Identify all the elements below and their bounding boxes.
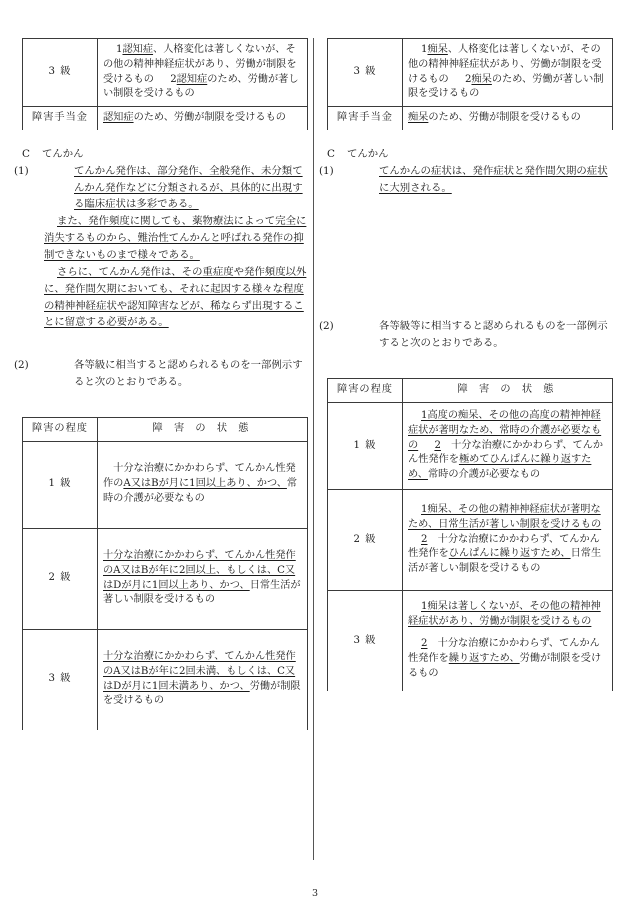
- list-item: [408, 534, 601, 575]
- revised-text: 十分な治療にかかわらず、てんかん性発作のA又はBが年に2回以上、もしくは、C又はDが月に1回以上あり、かつ、: [103, 550, 296, 591]
- grade-cell: 3 級: [23, 39, 98, 107]
- grade-cell: 3 級: [328, 39, 403, 107]
- item-text-post: 労働が制限を受けるもの: [103, 680, 301, 707]
- revised-text: 繰り返すため、: [448, 652, 520, 664]
- item-text-pre: 十分な治療にかかわらず、てんかん性発作を: [408, 439, 604, 466]
- grade-cell: 障害手当金: [23, 107, 98, 130]
- item-number: 1: [421, 503, 428, 515]
- item-text: のため、労働が著しい制限を受けるもの: [408, 73, 604, 100]
- column-header-grade: 障害の程度: [328, 379, 403, 403]
- revised-text: 極めてひんぱんに繰り返すため、: [408, 454, 592, 481]
- item-text-pre: 十分な治療にかかわらず、てんかん性発作を: [408, 638, 600, 664]
- section-title: てんかん: [42, 147, 84, 160]
- state-cell: [403, 590, 613, 691]
- paragraph-label: (2): [319, 320, 334, 333]
- item-number: 2: [421, 533, 428, 545]
- column-divider: [313, 38, 314, 860]
- item-number: 2: [465, 73, 472, 85]
- table-row: [328, 402, 613, 489]
- right-top-table: [327, 38, 613, 130]
- right-section-c: [319, 146, 617, 352]
- revised-term: 痴呆: [471, 73, 492, 85]
- grade-cell: 障害手当金: [328, 107, 403, 130]
- revised-term: 認知症: [122, 44, 154, 55]
- section-marker: C: [22, 147, 30, 160]
- paragraph-body: [14, 163, 312, 214]
- paragraph-body: [14, 357, 312, 391]
- table-row: [23, 629, 308, 730]
- paragraph-text: てんかん発作は、部分発作、全般発作、未分類てんかん発作などに分類されるが、具体的に出現する臨床症状は多彩である。: [74, 164, 303, 211]
- section-heading: [327, 146, 617, 163]
- paragraph-continuation: [44, 213, 312, 264]
- table-row: [23, 39, 308, 107]
- state-cell: [403, 402, 613, 489]
- revised-text: 十分な治療にかかわらず、てんかん性発作のA又はBが年に2回未満、もしくは、C又はDが月に1回未満あり、かつ、: [103, 651, 296, 692]
- grade-cell: 2 級: [23, 528, 98, 629]
- table-header-row: [23, 417, 308, 441]
- section-title: てんかん: [347, 147, 389, 160]
- grade-cell: 1 級: [328, 402, 403, 489]
- state-cell: [403, 39, 613, 107]
- item-text-pre: 十分な治療にかかわらず、てんかん性発作の: [103, 463, 296, 490]
- item-number: 1: [421, 409, 428, 421]
- item-number: 2: [421, 638, 428, 650]
- grade-cell: 2 級: [328, 489, 403, 590]
- revised-term: 痴呆: [408, 112, 429, 124]
- grade-cell: 1 級: [23, 441, 98, 528]
- item-number: 1: [116, 44, 123, 55]
- revised-text: A又はBが月に1回以上あり、かつ、: [123, 478, 287, 490]
- item-text-post: 常時の介護が必要なもの: [103, 478, 298, 505]
- paragraph-continuation: [44, 264, 312, 331]
- revised-text: ひんぱんに繰り返すため、: [448, 548, 571, 560]
- paragraph-body: [319, 163, 617, 197]
- revised-term: 痴呆: [427, 44, 448, 55]
- table-row: [23, 107, 308, 130]
- revised-term: 認知症: [103, 112, 134, 124]
- item-text: のため、労働が制限を受けるもの: [428, 112, 581, 124]
- grade-cell: 3 級: [328, 590, 403, 691]
- state-cell: [98, 107, 308, 130]
- right-bottom-table: [327, 378, 613, 691]
- item-gap: [408, 630, 607, 637]
- item-text-pre: 十分な治療にかかわらず、てんかん性発作を: [408, 533, 600, 560]
- left-column: [14, 38, 312, 730]
- paragraph-label: (1): [319, 164, 334, 177]
- state-cell: [98, 528, 308, 629]
- state-cell: [98, 629, 308, 730]
- item-text: のため、労働が制限を受けるもの: [133, 112, 286, 124]
- list-item: [408, 440, 603, 481]
- paragraph-label: (1): [14, 164, 29, 177]
- paragraph-label: (2): [14, 359, 29, 372]
- table-row: [23, 528, 308, 629]
- list-item: [408, 504, 601, 530]
- table-row: [328, 107, 613, 130]
- column-header-grade: 障害の程度: [23, 417, 98, 441]
- item-number: 2: [170, 73, 177, 85]
- left-top-table: [22, 38, 308, 130]
- left-bottom-table: [22, 417, 308, 730]
- item-number: 1: [421, 44, 428, 55]
- item-text-post: 常時の介護が必要なもの: [427, 469, 541, 481]
- grade-cell: 3 級: [23, 629, 98, 730]
- section-marker: C: [327, 147, 335, 160]
- revised-term: 認知症: [176, 73, 208, 85]
- section-heading: [22, 146, 312, 163]
- item-text-post: 日常生活が著しい制限を受けるもの: [408, 548, 602, 575]
- item-number: 2: [434, 439, 441, 451]
- left-section-c: [14, 146, 312, 391]
- paragraph-text: さらに、てんかん発作は、その重症度や発作頻度以外に、発作間欠期においても、それに起因する様々な程度の精神神経症状や認知障害などが、稀ならず出現することに留意する必要がある。: [44, 265, 307, 329]
- item-text: のため、労働が著しい制限を受けるもの: [103, 73, 299, 100]
- paragraph-text: 各等級等に相当すると認められるものを一部例示すると次のとおりである。: [379, 320, 608, 350]
- table-header-row: [328, 379, 613, 403]
- table-row: [23, 441, 308, 528]
- list-item: [408, 638, 601, 679]
- right-column: [319, 38, 617, 691]
- revised-text: 高度の痴呆、その他の高度の精神神経症状が著明なため、常時の介護が必要なもの: [408, 409, 602, 451]
- list-item: [408, 601, 601, 627]
- paragraph-1: [14, 163, 312, 331]
- paragraph-text: 各等級に相当すると認められるものを一部例示すると次のとおりである。: [74, 359, 303, 389]
- table-row: [328, 489, 613, 590]
- paragraph-2: [14, 357, 312, 391]
- item-number: 1: [421, 601, 428, 613]
- page-number: 3: [311, 888, 319, 899]
- revised-text: 痴呆、その他の精神神経症状が著明なため、日常生活が著しい制限を受けるもの: [408, 503, 602, 530]
- paragraph-text: てんかんの症状は、発作症状と発作間欠期の症状に大別される。: [379, 164, 608, 194]
- paragraph-text: また、発作頻度に関しても、薬物療法によって完全に消失するものから、難治性てんかんと呼ばれる発作の抑制できないものまで様々である。: [44, 215, 307, 261]
- state-cell: [403, 489, 613, 590]
- table-row: [328, 590, 613, 691]
- column-header-state: 障 害 の 状 態: [403, 379, 613, 403]
- item-text-post: 労働が制限を受けるもの: [408, 652, 602, 679]
- state-cell: [403, 107, 613, 130]
- item-text-post: 日常生活が著しい制限を受けるもの: [103, 579, 301, 606]
- revised-text: 痴呆は著しくないが、その他の精神神経症状があり、労働が制限を受けるもの: [408, 601, 601, 628]
- paragraph-body: [319, 318, 617, 352]
- item-text: 、人格変化は著しくないが、その他の精神神経症状があり、労働が制限を受けるもの: [103, 44, 297, 85]
- item-text: 、人格変化は著しくないが、その他の精神神経症状があり、労働が制限を受けるもの: [408, 44, 602, 85]
- paragraph-1: [319, 163, 617, 197]
- column-header-state: 障 害 の 状 態: [98, 417, 308, 441]
- state-cell: [98, 441, 308, 528]
- paragraph-2: [319, 318, 617, 352]
- table-row: [328, 39, 613, 107]
- state-cell: [98, 39, 308, 107]
